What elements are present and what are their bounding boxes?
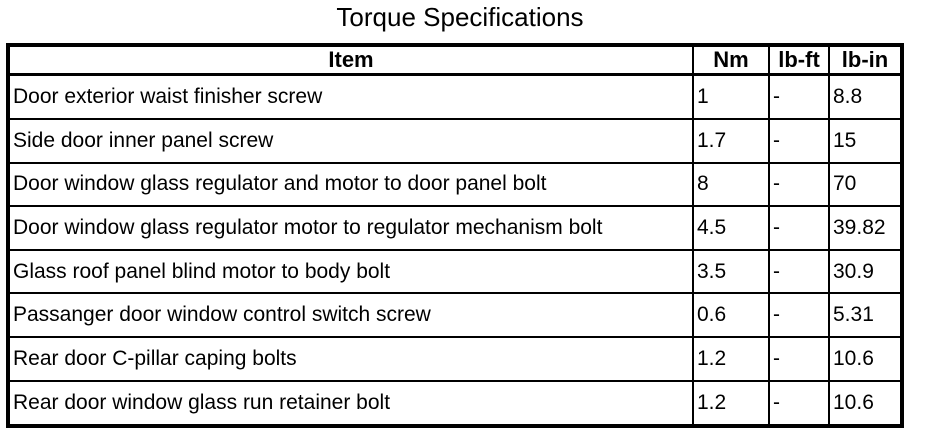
column-header-lb-ft: lb-ft — [769, 45, 829, 75]
nm-cell: 1.2 — [693, 337, 769, 381]
item-cell: Door window glass regulator motor to regulator mechanism bolt — [8, 206, 693, 250]
lb-ft-cell: - — [769, 381, 829, 426]
lb-in-cell: 39.82 — [829, 206, 902, 250]
table-row — [8, 75, 902, 119]
item-cell: Side door inner panel screw — [8, 119, 693, 163]
table-row — [8, 337, 902, 381]
page-title: Torque Specifications — [336, 2, 584, 32]
lb-ft-cell: - — [769, 337, 829, 381]
table-row — [8, 381, 902, 426]
torque-specifications-table — [6, 43, 904, 428]
lb-ft-cell: - — [769, 119, 829, 163]
lb-in-cell: 15 — [829, 119, 902, 163]
item-cell: Rear door C-pillar caping bolts — [8, 337, 693, 381]
item-cell: Rear door window glass run retainer bolt — [8, 381, 693, 426]
lb-in-cell: 70 — [829, 163, 902, 207]
nm-cell: 8 — [693, 163, 769, 207]
nm-cell: 4.5 — [693, 206, 769, 250]
nm-cell: 1.7 — [693, 119, 769, 163]
lb-ft-cell: - — [769, 163, 829, 207]
table-row — [8, 119, 902, 163]
lb-in-cell: 5.31 — [829, 293, 902, 337]
nm-cell: 0.6 — [693, 293, 769, 337]
table-row — [8, 206, 902, 250]
lb-ft-cell: - — [769, 250, 829, 294]
item-cell: Passanger door window control switch screw — [8, 293, 693, 337]
lb-ft-cell: - — [769, 206, 829, 250]
nm-cell: 1.2 — [693, 381, 769, 426]
table-row — [8, 250, 902, 294]
column-header-nm: Nm — [693, 45, 769, 75]
column-header-item: Item — [8, 45, 693, 75]
lb-ft-cell: - — [769, 75, 829, 119]
table-row — [8, 163, 902, 207]
nm-cell: 3.5 — [693, 250, 769, 294]
table-header-row — [8, 45, 902, 75]
lb-in-cell: 30.9 — [829, 250, 902, 294]
lb-in-cell: 10.6 — [829, 337, 902, 381]
item-cell: Door window glass regulator and motor to door panel bolt — [8, 163, 693, 207]
table-row — [8, 293, 902, 337]
column-header-lb-in: lb-in — [829, 45, 902, 75]
item-cell: Glass roof panel blind motor to body bolt — [8, 250, 693, 294]
lb-ft-cell: - — [769, 293, 829, 337]
lb-in-cell: 10.6 — [829, 381, 902, 426]
lb-in-cell: 8.8 — [829, 75, 902, 119]
nm-cell: 1 — [693, 75, 769, 119]
item-cell: Door exterior waist finisher screw — [8, 75, 693, 119]
